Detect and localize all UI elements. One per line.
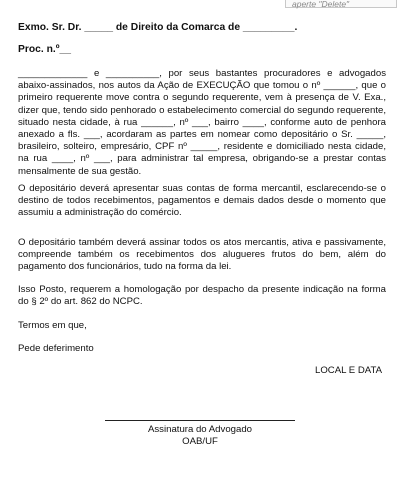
place-date: LOCAL E DATA [315, 365, 382, 376]
oab-registration: OAB/UF [182, 436, 218, 447]
paragraph-homologation: Isso Posto, requerem a homologação por despacho da presente indicação na forma do § 2º do art. 862 do NCPC. [18, 284, 386, 308]
closing-text: Termos em que, [18, 320, 87, 331]
process-number: Proc. n.º__ [18, 44, 71, 55]
delete-hint-tab: aperte "Delete" [285, 0, 397, 8]
court-heading: Exmo. Sr. Dr. _____ de Direito da Comarca de _________. [18, 22, 298, 33]
request-text: Pede deferimento [18, 343, 94, 354]
signature-line [105, 420, 295, 421]
paragraph-accounts: O depositário deverá apresentar suas contas de forma mercantil, esclarecendo-se o destino de todos recebimentos, pagamentos e demais dados desde o momento que assumiu a administração do comércio. [18, 183, 386, 219]
paragraph-mercantile-acts: O depositário também deverá assinar todos os atos mercantis, ativa e passivamente, compreende também os recebimentos dos alugueres frutos do bem, além do pagamento dos funcionários, tudo na forma da lei. [18, 237, 386, 273]
paragraph-parties: _____________ e __________, por seus bastantes procuradores e advogados abaixo-assinados, nos autos da Ação de EXECUÇÃO que tomou o nº ______, que o primeiro requerente move contra o segundo requerente, vem à presença de V. Exa., dizer que, tendo sido penhorado o estabelecimento comercial do segundo requerente, situado nesta cidade, à rua ______, nº ___, bairro ____, conforme auto de penhora anexado a fls. ___, acordaram as partes em nomear como depositário o Sr. _____, brasileiro, solteiro, empresário, CPF nº _____, residente e domiciliado nesta cidade, na rua ____, nº ___, para administrar tal empresa, obrigando-se a prestar contas mensalmente de sua gestão. [18, 68, 386, 177]
signature-name: Assinatura do Advogado [147, 424, 252, 435]
